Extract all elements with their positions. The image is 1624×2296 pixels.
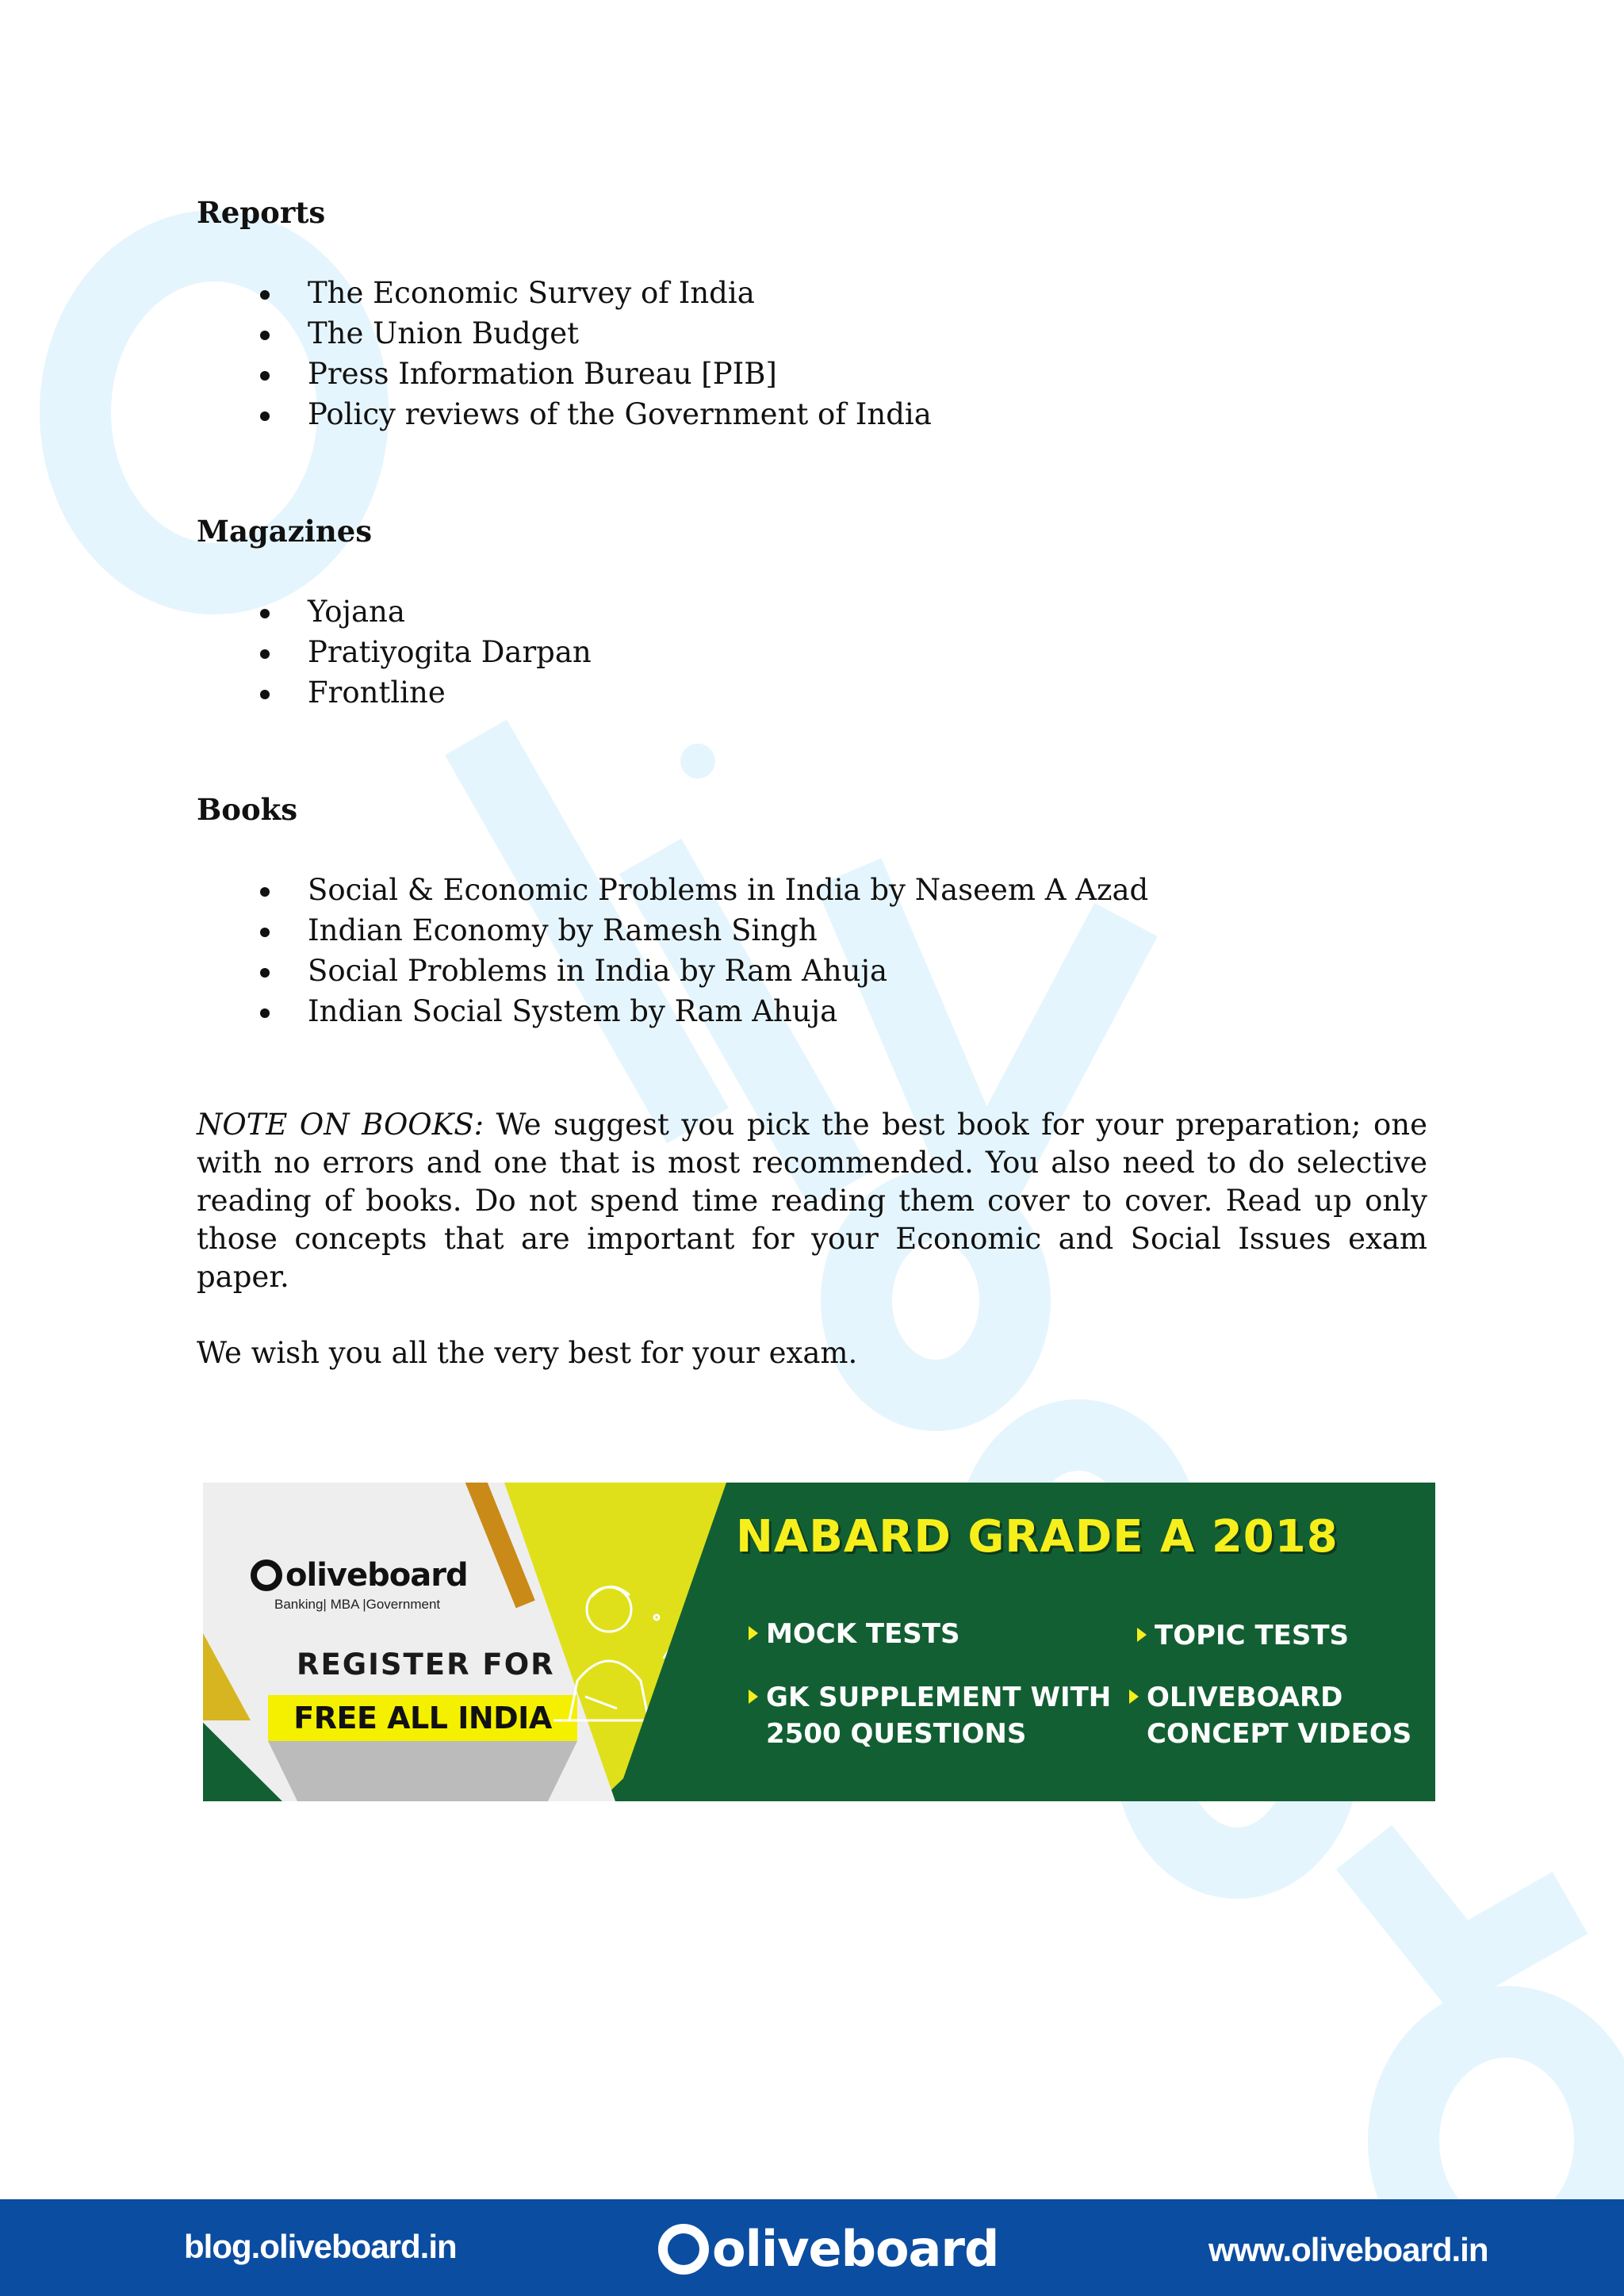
bullet-icon (260, 1008, 270, 1018)
feature-topic-tests: TOPIC TESTS (1155, 1617, 1349, 1654)
reports-list (197, 273, 1427, 434)
reports-heading: Reports (197, 195, 326, 230)
bullet-icon (260, 968, 270, 978)
bullet-icon (260, 371, 270, 381)
bullet-icon (260, 887, 270, 897)
banner-tagline: Banking| MBA |Government (274, 1597, 441, 1612)
bullet-icon (260, 928, 270, 937)
feature-concept-videos: OLIVEBOARD CONCEPT VIDEOS (1147, 1679, 1411, 1752)
website-link[interactable]: www.oliveboard.in (1208, 2231, 1488, 2268)
note-on-books (197, 1106, 1427, 1296)
note-text: We suggest you pick the best book for your preparation; one with no errors and one that is most recommended. You also need to do selective reading of books. Do not spend time reading them cover to cover. Read up only those concepts that are important for your Economic and Social Issues exam paper. (197, 1108, 1427, 1294)
list-item: Social Problems in India by Ram Ahuja (197, 951, 1427, 991)
page-footer (0, 2199, 1624, 2296)
oliveboard-logo-icon (251, 1559, 282, 1591)
closing-line: We wish you all the very best for your exam. (197, 1336, 858, 1370)
list-item: Press Information Bureau [PIB] (197, 354, 1427, 394)
list-item: Indian Economy by Ramesh Singh (197, 910, 1427, 951)
list-item: The Economic Survey of India (197, 273, 1427, 313)
list-item: Policy reviews of the Government of India (197, 394, 1427, 434)
feature-gk-supplement: GK SUPPLEMENT WITH 2500 QUESTIONS (766, 1679, 1111, 1752)
arrow-right-icon (1137, 1628, 1147, 1642)
bullet-icon (260, 411, 270, 421)
list-item: Indian Social System by Ram Ahuja (197, 991, 1427, 1031)
books-list (197, 870, 1427, 1031)
arrow-right-icon (1129, 1689, 1139, 1704)
bullet-icon (260, 290, 270, 300)
register-text: REGISTER FOR (297, 1647, 555, 1682)
oliveboard-logo-icon (658, 2224, 709, 2275)
free-test-badge[interactable]: FREE ALL INDIA (268, 1695, 577, 1741)
list-item: Yojana (197, 591, 1427, 632)
arrow-right-icon (749, 1626, 758, 1640)
footer-logo: oliveboard (658, 2220, 998, 2278)
bullet-icon (260, 609, 270, 618)
arrow-right-icon (749, 1689, 758, 1704)
magazines-heading: Magazines (197, 514, 373, 549)
document-body (197, 194, 1427, 1372)
bullet-icon (260, 649, 270, 659)
list-item: Frontline (197, 672, 1427, 713)
books-heading: Books (197, 792, 298, 827)
nabard-promo-banner[interactable] (203, 1483, 1435, 1801)
list-item: Social & Economic Problems in India by Naseem A Azad (197, 870, 1427, 910)
feature-mock-tests: MOCK TESTS (766, 1616, 959, 1652)
banner-title: NABARD GRADE A 2018 (736, 1511, 1339, 1563)
note-label: NOTE ON BOOKS: (197, 1108, 485, 1142)
bullet-icon (260, 331, 270, 340)
magazines-list (197, 591, 1427, 713)
blog-link[interactable]: blog.oliveboard.in (184, 2228, 457, 2265)
banner-logo: oliveboard (251, 1557, 473, 1594)
bullet-icon (260, 690, 270, 699)
list-item: The Union Budget (197, 313, 1427, 354)
list-item: Pratiyogita Darpan (197, 632, 1427, 672)
